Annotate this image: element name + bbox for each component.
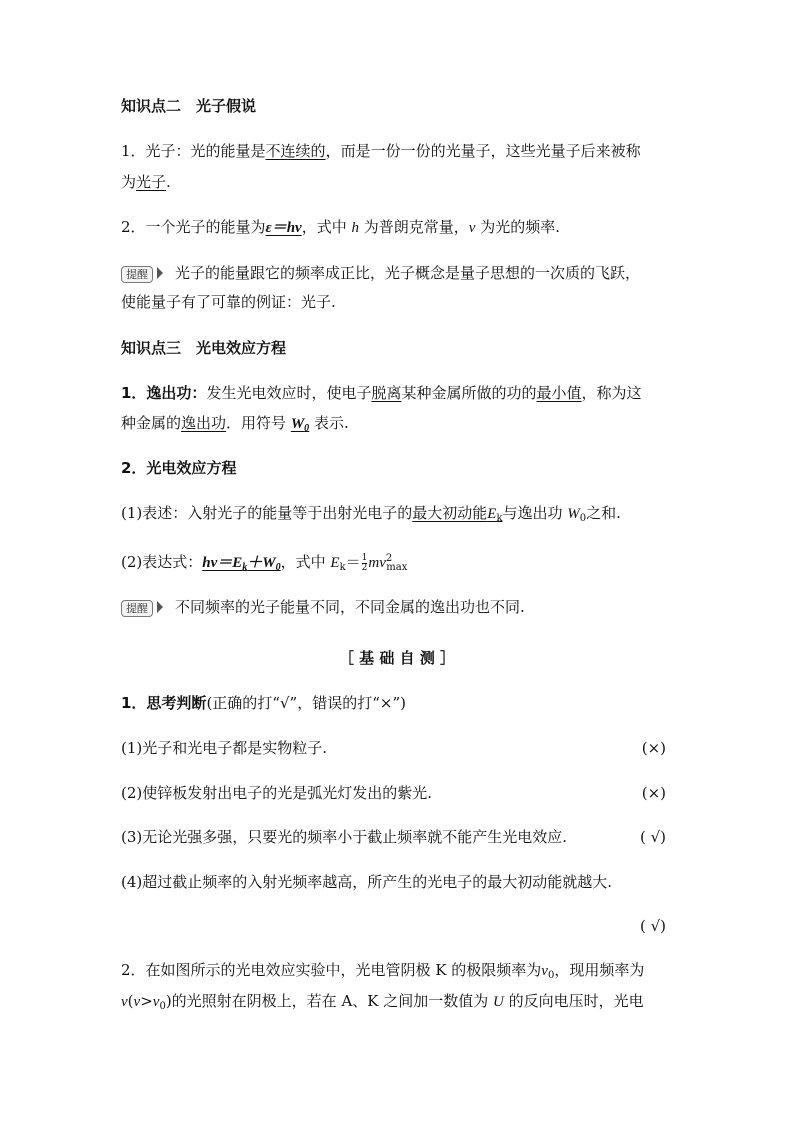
question-2-cont: $\nu(\nu>\nu_0)$的光照射在阴极上，若在 A、K 之间加一数值为 U 的反向电压时，光电 (121, 992, 644, 1012)
answer-mark: ( √) (639, 917, 666, 935)
tip-badge: 提醒 (121, 266, 153, 283)
subheading-equation: 2．光电效应方程 (121, 459, 237, 477)
question-1: 1．思考判断(正确的打“√”，错误的打“×”) (121, 694, 406, 712)
section-heading-photoelectric-equation: 知识点三 光电效应方程 (121, 339, 287, 357)
list-item: (2)使锌板发射出电子的光是弧光灯发出的紫光. (121, 784, 433, 802)
section-heading-self-test: ［ 基 础 自 测 ］ (338, 649, 456, 667)
list-item: (1)光子和光电子都是实物粒子. (121, 739, 328, 757)
paragraph-work-function-cont: 种金属的逸出功．用符号 $W_0$ 表示. (121, 414, 349, 434)
paragraph-photon-energy: 2．一个光子的能量为ε＝hν，式中 h 为普朗克常量，ν 为光的频率. (121, 218, 561, 236)
list-item: (3)无论光强多强，只要光的频率小于截止频率就不能产生光电效应. (121, 828, 568, 846)
answer-mark: (×) (641, 739, 666, 757)
answer-mark: ( √) (639, 828, 666, 846)
question-2: 2．在如图所示的光电效应实验中，光电管阴极 K 的极限频率为$\nu_0$，现用频率为 (121, 961, 645, 981)
paragraph-photon-definition-cont: 为光子. (121, 173, 171, 191)
tip-work-function: 提醒 不同频率的光子能量不同，不同金属的逸出功也不同. (121, 597, 525, 617)
paragraph-work-function: 1．逸出功：发生光电效应时，使电子脱离某种金属所做的功的最小值，称为这 (121, 384, 642, 402)
fraction-one-half: $\frac{1}{2}$ (361, 552, 368, 573)
chevron-right-icon (157, 601, 163, 613)
chevron-right-icon (157, 267, 163, 279)
paragraph-statement: (1)表述：入射光子的能量等于出射光电子的最大初动能$E_k$与逸出功 $W_0$之和. (121, 504, 621, 524)
tip-badge: 提醒 (121, 600, 153, 617)
tip-photon-cont: 使能量子有了可靠的例证：光子. (121, 293, 336, 311)
answer-mark: (×) (641, 784, 666, 802)
paragraph-expression: (2)表达式：$h\nu=E_k+W_0$，式中 $E_k=$ $\frac{1}{2}$ $mv^2_{max}$ (121, 552, 408, 573)
section-heading-photon-hypothesis: 知识点二 光子假说 (121, 97, 257, 115)
paragraph-photon-definition: 1．光子：光的能量是不连续的，而是一份一份的光量子，这些光量子后来被称 (121, 142, 641, 160)
list-item: (4)超过截止频率的入射光频率越高，所产生的光电子的最大初动能就越大. (121, 873, 613, 891)
tip-photon: 提醒 光子的能量跟它的频率成正比，光子概念是量子思想的一次质的飞跃， (121, 263, 640, 283)
